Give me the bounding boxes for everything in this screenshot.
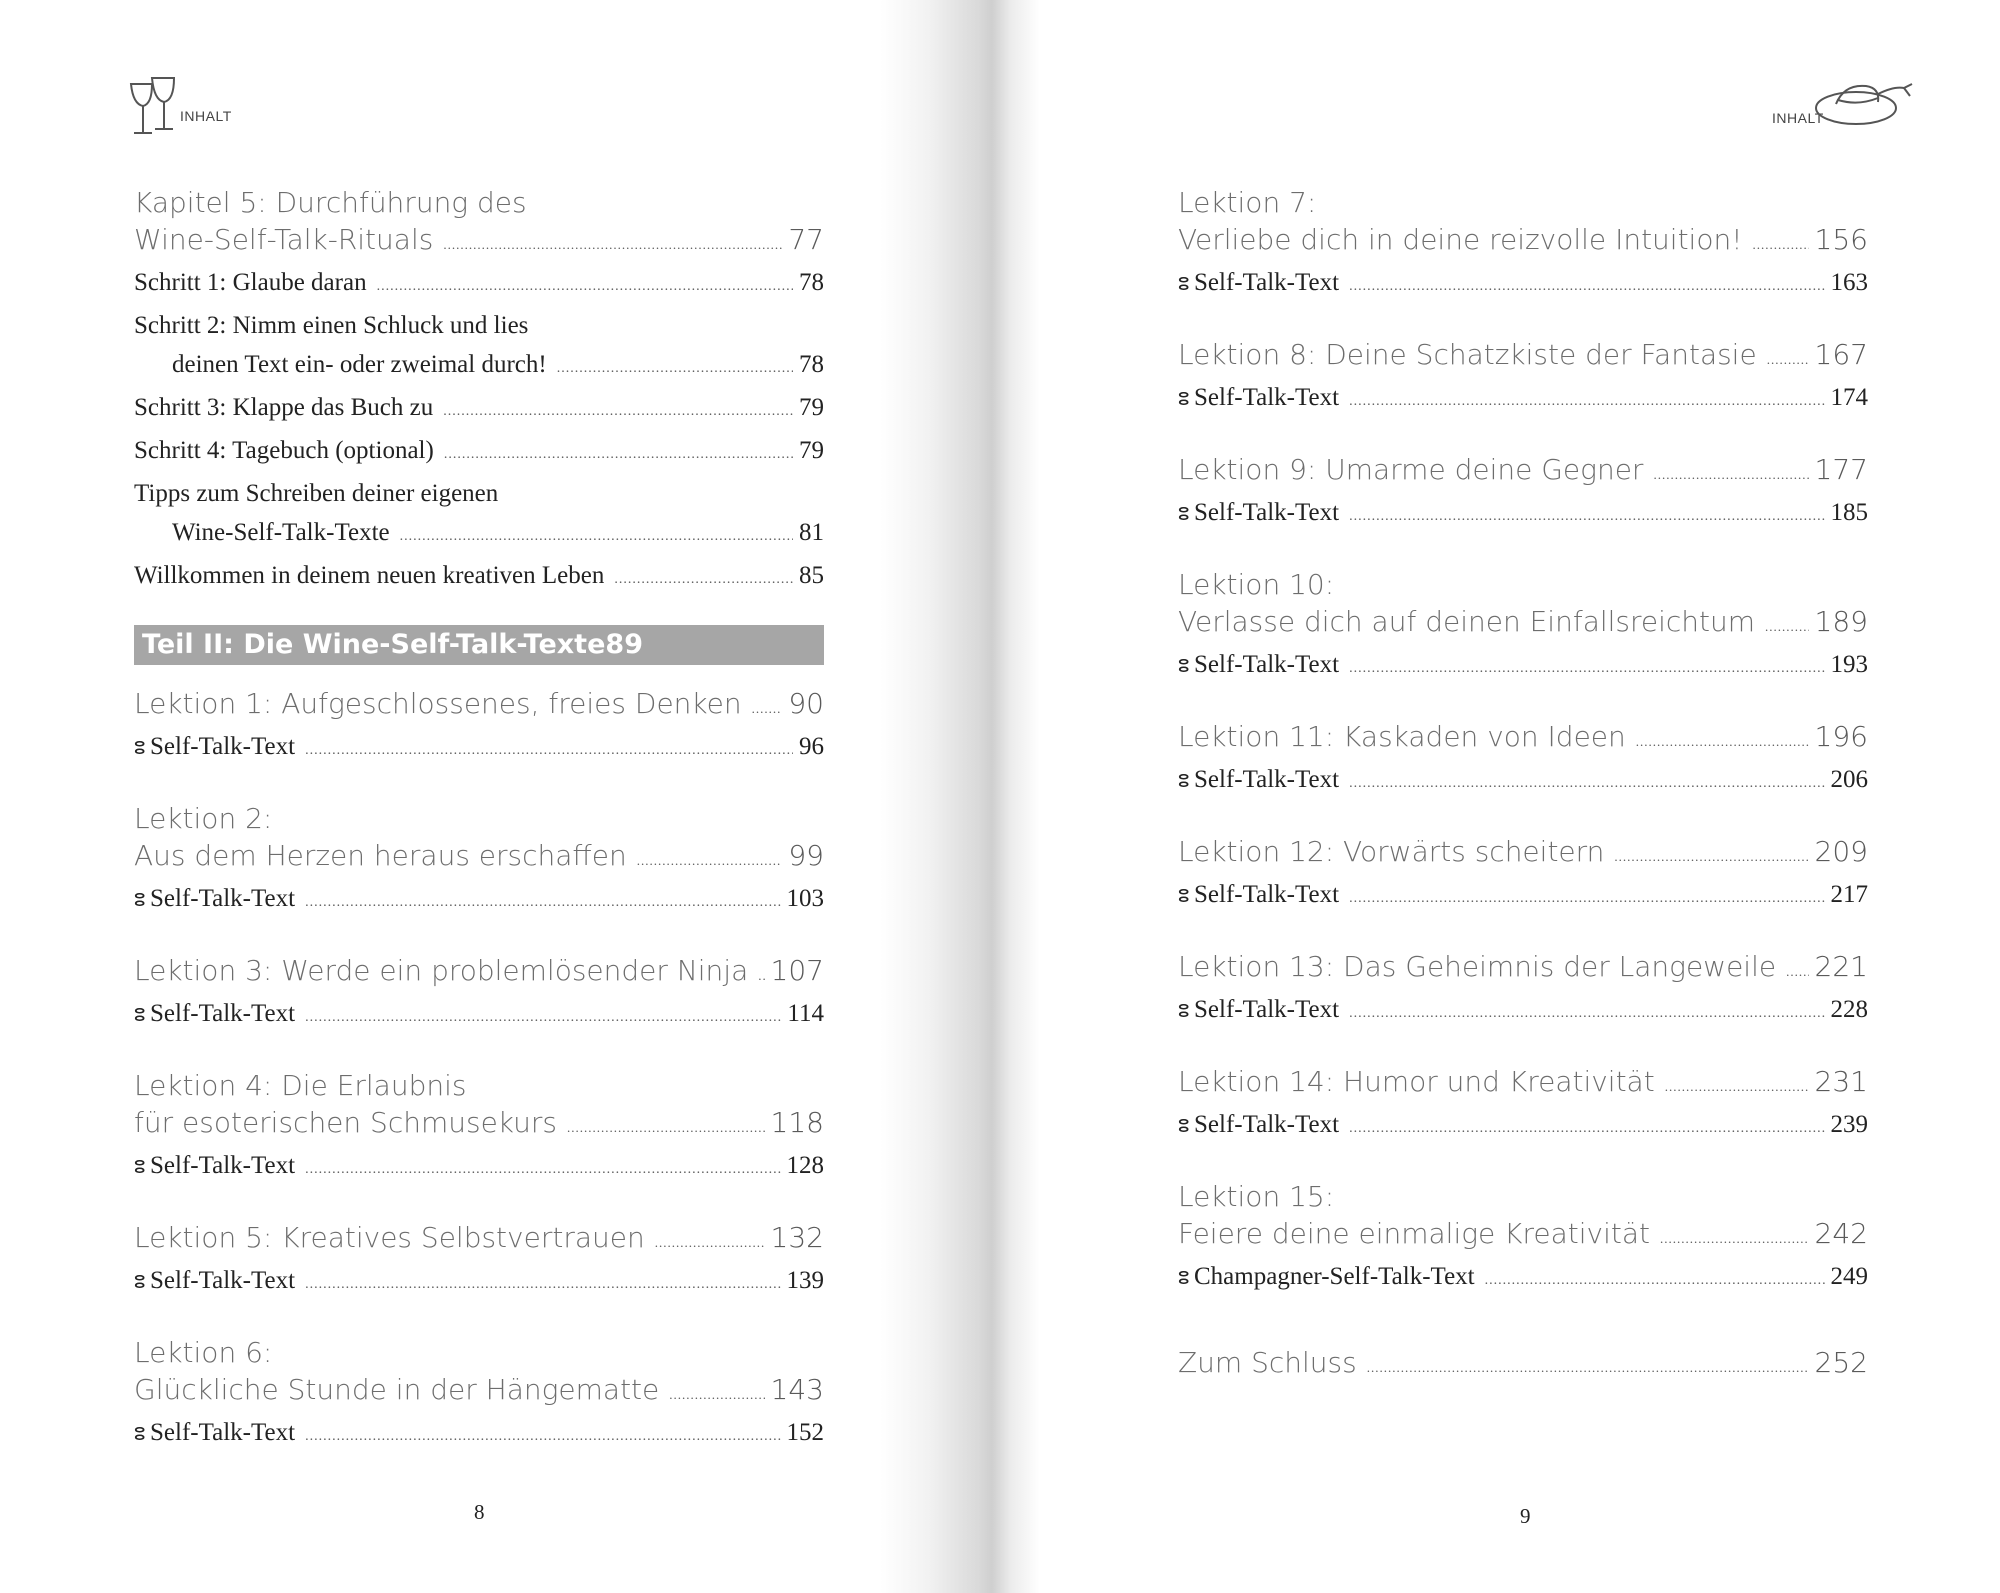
wine-glass-icon: ⵓ bbox=[134, 738, 146, 758]
wine-glass-icon: ⵓ bbox=[1178, 504, 1190, 524]
wine-glass-icon: ⵓ bbox=[1178, 389, 1190, 409]
self-talk-entry[interactable]: ⵓ Self-Talk-Text ..... 174 bbox=[1178, 378, 1868, 421]
dot-leader bbox=[1660, 1220, 1809, 1257]
dot-leader bbox=[1349, 879, 1824, 918]
dot-leader bbox=[444, 435, 793, 474]
toc-entry-line1: Kapitel 5: Durchführung des bbox=[134, 186, 527, 219]
toc-entry[interactable]: Schritt 3: Klappe das Buch zu ..... 79 bbox=[134, 388, 824, 431]
toc-entry[interactable]: Schritt 4: Tagebuch (optional) ..... 79 bbox=[134, 431, 824, 474]
lesson-entry[interactable]: Lektion 5: Kreatives Selbstvertrauen ..... 132 bbox=[134, 1219, 824, 1261]
lesson-entry[interactable]: Lektion 8: Deine Schatzkiste der Fantasie ..... 167 bbox=[1178, 336, 1868, 378]
hat-icon bbox=[1814, 76, 1914, 132]
lesson-entry[interactable]: Glückliche Stunde in der Hängematte ..... 143 bbox=[134, 1371, 824, 1413]
dot-leader bbox=[305, 1417, 780, 1456]
lesson-line1: Lektion 2: bbox=[134, 802, 273, 835]
dot-leader bbox=[1349, 497, 1824, 536]
dot-leader bbox=[305, 731, 793, 770]
lesson-entry[interactable]: Feiere deine einmalige Kreativität ..... 242 bbox=[1178, 1215, 1868, 1257]
toc-entry[interactable]: Willkommen in deinem neuen kreativen Leben ..... 85 bbox=[134, 556, 824, 599]
dot-leader bbox=[758, 957, 764, 994]
dot-leader bbox=[443, 226, 782, 263]
dot-leader bbox=[1349, 382, 1824, 421]
self-talk-entry[interactable]: ⵓ Self-Talk-Text ..... 228 bbox=[1178, 990, 1868, 1033]
lesson-entry[interactable]: Verliebe dich in deine reizvolle Intuition! ..... 156 bbox=[1178, 221, 1868, 263]
self-talk-entry[interactable]: ⵓ Self-Talk-Text ..... 139 bbox=[134, 1261, 824, 1304]
lesson-entry[interactable]: Aus dem Herzen heraus erschaffen ..... 99 bbox=[134, 837, 824, 879]
dot-leader bbox=[1665, 1068, 1809, 1105]
table-of-contents bbox=[134, 184, 824, 1456]
wine-glass-icon: ⵓ bbox=[1178, 274, 1190, 294]
self-talk-entry[interactable]: ⵓ Self-Talk-Text ..... 163 bbox=[1178, 263, 1868, 306]
wine-glass-icon: ⵓ bbox=[1178, 656, 1190, 676]
dot-leader bbox=[1485, 1261, 1825, 1300]
self-talk-entry[interactable]: ⵓ Self-Talk-Text ..... 193 bbox=[1178, 645, 1868, 688]
wine-glasses-icon bbox=[128, 70, 178, 140]
toc-entry-line1: Tipps zum Schreiben deiner eigenen bbox=[134, 480, 499, 507]
toc-entry[interactable]: Wine-Self-Talk-Texte ..... 81 bbox=[134, 513, 824, 556]
toc-entry[interactable]: deinen Text ein- oder zweimal durch! ..... 78 bbox=[134, 345, 824, 388]
lesson-entry[interactable]: Lektion 9: Umarme deine Gegner ..... 177 bbox=[1178, 451, 1868, 493]
self-talk-entry[interactable]: ⵓ Self-Talk-Text ..... 152 bbox=[134, 1413, 824, 1456]
lesson-line1: Lektion 10: bbox=[1178, 568, 1335, 601]
self-talk-entry[interactable]: ⵓ Self-Talk-Text ..... 239 bbox=[1178, 1105, 1868, 1148]
wine-glass-icon: ⵓ bbox=[134, 1005, 146, 1025]
wine-glass-icon: ⵓ bbox=[1178, 1116, 1190, 1136]
toc-entry-line1: Schritt 2: Nimm einen Schluck und lies bbox=[134, 312, 529, 339]
dot-leader bbox=[752, 690, 783, 727]
lesson-entry[interactable]: Lektion 3: Werde ein problemlösender Ninja ..... 107 bbox=[134, 952, 824, 994]
dot-leader bbox=[1349, 1109, 1824, 1148]
wine-glass-icon: ⵓ bbox=[1178, 771, 1190, 791]
dot-leader bbox=[655, 1224, 765, 1261]
dot-leader bbox=[305, 1265, 780, 1304]
self-talk-entry[interactable]: ⵓ Self-Talk-Text ..... 217 bbox=[1178, 875, 1868, 918]
dot-leader bbox=[1349, 764, 1824, 803]
dot-leader bbox=[669, 1376, 764, 1413]
dot-leader bbox=[1752, 226, 1808, 263]
dot-leader bbox=[567, 1109, 765, 1146]
dot-leader bbox=[305, 883, 780, 922]
dot-leader bbox=[1349, 994, 1824, 1033]
wine-glass-icon: ⵓ bbox=[134, 1157, 146, 1177]
dot-leader bbox=[305, 1150, 780, 1189]
wine-glass-icon: ⵓ bbox=[1178, 886, 1190, 906]
self-talk-entry[interactable]: ⵓ Self-Talk-Text ..... 96 bbox=[134, 727, 824, 770]
running-head: INHALT bbox=[1772, 110, 1824, 126]
lesson-line1: Lektion 7: bbox=[1178, 186, 1317, 219]
dot-leader bbox=[377, 267, 793, 306]
dot-leader bbox=[637, 842, 783, 879]
dot-leader bbox=[1765, 608, 1809, 645]
table-of-contents bbox=[1178, 184, 1868, 1386]
self-talk-entry[interactable]: ⵓ Self-Talk-Text ..... 185 bbox=[1178, 493, 1868, 536]
dot-leader bbox=[557, 349, 793, 388]
lesson-line1: Lektion 4: Die Erlaubnis bbox=[134, 1069, 467, 1102]
page-number: 8 bbox=[474, 1500, 485, 1524]
running-head: INHALT bbox=[180, 108, 232, 124]
lesson-line1: Lektion 15: bbox=[1178, 1180, 1335, 1213]
self-talk-entry[interactable]: ⵓ Self-Talk-Text ..... 128 bbox=[134, 1146, 824, 1189]
closing-entry[interactable]: Zum Schluss ..... 252 bbox=[1178, 1344, 1868, 1386]
dot-leader bbox=[1349, 649, 1824, 688]
lesson-line1: Lektion 6: bbox=[134, 1336, 273, 1369]
dot-leader bbox=[1636, 723, 1809, 760]
dot-leader bbox=[305, 998, 781, 1037]
self-talk-entry[interactable]: ⵓ Self-Talk-Text ..... 103 bbox=[134, 879, 824, 922]
page-number: 9 bbox=[1520, 1504, 1531, 1528]
dot-leader bbox=[1614, 838, 1808, 875]
part-heading[interactable]: Teil II: Die Wine-Self-Talk-Texte 89 bbox=[134, 625, 824, 665]
lesson-entry[interactable]: für esoterischen Schmusekurs ..... 118 bbox=[134, 1104, 824, 1146]
self-talk-entry[interactable]: ⵓ Self-Talk-Text ..... 114 bbox=[134, 994, 824, 1037]
wine-glass-icon: ⵓ bbox=[134, 1424, 146, 1444]
toc-entry[interactable]: Wine-Self-Talk-Rituals ..... 77 bbox=[134, 221, 824, 263]
dot-leader bbox=[1767, 341, 1809, 378]
lesson-entry[interactable]: Lektion 13: Das Geheimnis der Langeweile ..... 221 bbox=[1178, 948, 1868, 990]
dot-leader bbox=[1349, 267, 1824, 306]
self-talk-entry[interactable]: ⵓ Champagner-Self-Talk-Text ..... 249 bbox=[1178, 1257, 1868, 1300]
dot-leader bbox=[1786, 953, 1808, 990]
self-talk-entry[interactable]: ⵓ Self-Talk-Text ..... 206 bbox=[1178, 760, 1868, 803]
wine-glass-icon: ⵓ bbox=[134, 1272, 146, 1292]
dot-leader bbox=[443, 392, 793, 431]
toc-entry[interactable]: Schritt 1: Glaube daran ..... 78 bbox=[134, 263, 824, 306]
lesson-entry[interactable]: Lektion 11: Kaskaden von Ideen ..... 196 bbox=[1178, 718, 1868, 760]
dot-leader bbox=[614, 560, 793, 599]
dot-leader bbox=[1653, 456, 1808, 493]
lesson-entry[interactable]: Lektion 14: Humor und Kreativität ..... 231 bbox=[1178, 1063, 1868, 1105]
lesson-entry[interactable]: Verlasse dich auf deinen Einfallsreichtum ..... 189 bbox=[1178, 603, 1868, 645]
champagne-glass-icon: ⵓ bbox=[1178, 1268, 1190, 1288]
lesson-entry[interactable]: Lektion 12: Vorwärts scheitern ..... 209 bbox=[1178, 833, 1868, 875]
dot-leader bbox=[400, 517, 793, 556]
wine-glass-icon: ⵓ bbox=[1178, 1001, 1190, 1021]
right-page bbox=[960, 0, 2000, 1593]
left-page bbox=[0, 0, 960, 1593]
wine-glass-icon: ⵓ bbox=[134, 890, 146, 910]
dot-leader bbox=[1367, 1349, 1809, 1386]
lesson-entry[interactable]: Lektion 1: Aufgeschlossenes, freies Denken ..... 90 bbox=[134, 685, 824, 727]
